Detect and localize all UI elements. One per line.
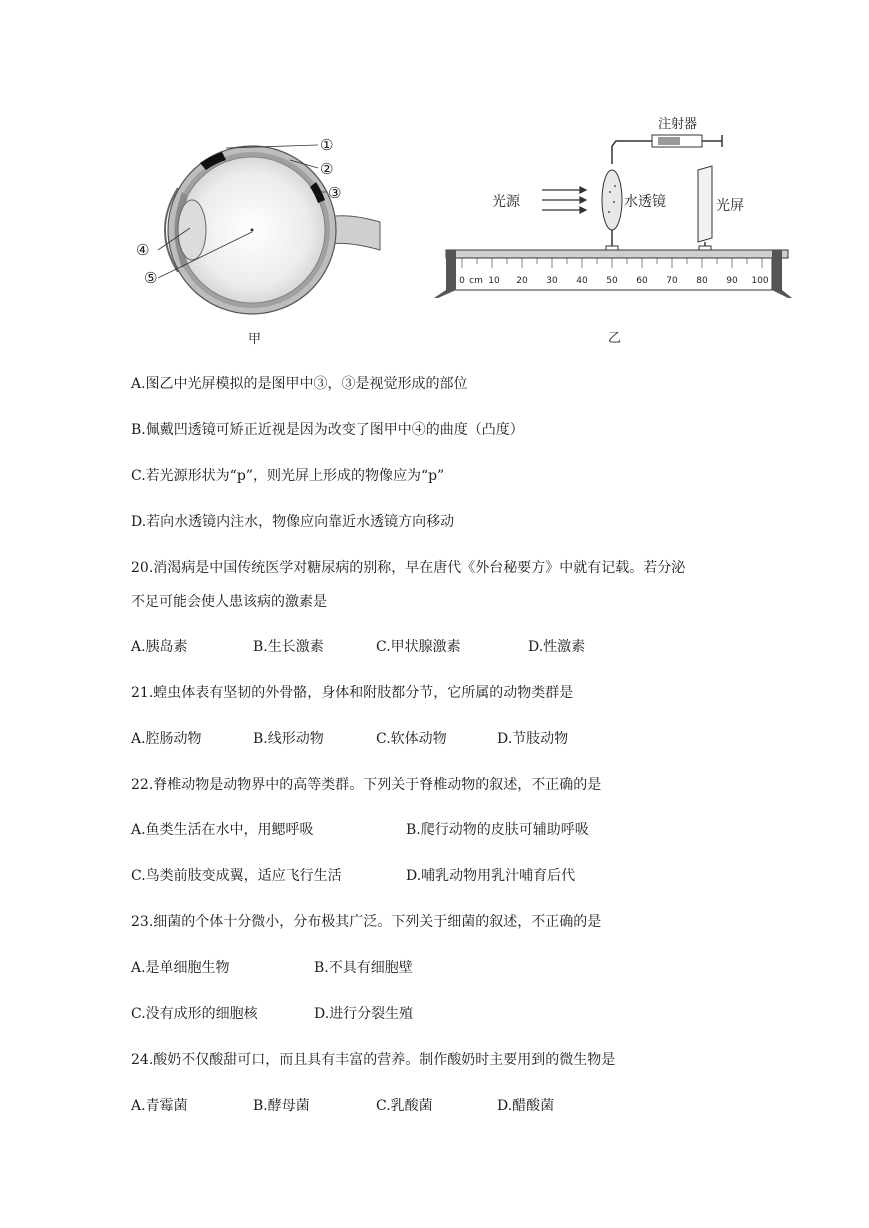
- ruler-tick-0: 0: [459, 276, 465, 286]
- bench-leg-right: [772, 250, 792, 298]
- ruler-tick-40: 40: [576, 276, 588, 286]
- ruler-tick-60: 60: [636, 276, 648, 286]
- q23-option-d: D.进行分裂生殖: [314, 1006, 414, 1022]
- q20-option-a: A.胰岛素: [131, 639, 188, 655]
- q24-option-c: C.乳酸菌: [376, 1098, 433, 1114]
- q22-option-c: C.鸟类前肢变成翼，适应飞行生活: [131, 868, 342, 884]
- lens: [178, 200, 206, 260]
- q19-option-d: D.若向水透镜内注水，物像应向靠近水透镜方向移动: [131, 514, 455, 530]
- eye-label-3: ③: [328, 184, 342, 202]
- q23-option-b: B.不具有细胞壁: [314, 960, 413, 976]
- q19-option-a: A.图乙中光屏模拟的是图甲中③，③是视觉形成的部位: [131, 376, 468, 392]
- q20-stem-line2: 不足可能会使人患该病的激素是: [131, 594, 327, 610]
- q20-option-d: D.性激素: [528, 639, 586, 655]
- eye-label-5: ⑤: [144, 269, 158, 287]
- optical-bench-diagram: [430, 108, 800, 348]
- q24-stem: 24.酸奶不仅酸甜可口，而且具有丰富的营养。制作酸奶时主要用到的微生物是: [131, 1052, 616, 1068]
- ruler-tick-50: 50: [606, 276, 618, 286]
- q24-option-a: A.青霉菌: [131, 1098, 188, 1114]
- ruler-tick-100: 100: [751, 276, 769, 286]
- ruler-tick-10: 10: [488, 276, 500, 286]
- q24-option-b: B.酵母菌: [253, 1098, 310, 1114]
- ruler-unit: cm: [469, 276, 483, 286]
- light-screen: [698, 166, 712, 242]
- q19-option-b: B.佩戴凹透镜可矫正近视是因为改变了图甲中④的曲度（凸度）: [131, 422, 524, 438]
- eye-diagram: [130, 100, 390, 350]
- eye-label-1: ①: [320, 136, 334, 154]
- screen-label: 光屏: [716, 198, 744, 214]
- q23-option-a: A.是单细胞生物: [131, 960, 230, 976]
- ruler-tick-20: 20: [516, 276, 528, 286]
- eye-caption: 甲: [248, 332, 262, 347]
- q20-option-b: B.生长激素: [253, 639, 324, 655]
- eye-label-4: ④: [136, 241, 150, 259]
- apparatus-caption: 乙: [608, 331, 622, 346]
- bench-leg-left: [434, 250, 456, 298]
- q19-option-c: C.若光源形状为“p”，则光屏上形成的物像应为“p”: [131, 468, 445, 484]
- q20-stem-line1: 20.消渴病是中国传统医学对糖尿病的别称，早在唐代《外台秘要方》中就有记载。若分泌: [131, 560, 686, 576]
- q22-stem: 22.脊椎动物是动物界中的高等类群。下列关于脊椎动物的叙述，不正确的是: [131, 777, 602, 793]
- q21-option-b: B.线形动物: [253, 731, 324, 747]
- q23-stem: 23.细菌的个体十分微小，分布极其广泛。下列关于细菌的叙述，不正确的是: [131, 914, 602, 930]
- light-source-label: 光源: [492, 194, 520, 210]
- q22-option-b: B.爬行动物的皮肤可辅助呼吸: [406, 822, 589, 838]
- eye-label-2: ②: [320, 160, 334, 178]
- q20-option-c: C.甲状腺激素: [376, 639, 461, 655]
- ruler-tick-70: 70: [666, 276, 678, 286]
- syringe-label: 注射器: [658, 117, 698, 132]
- water-lens: [602, 170, 622, 230]
- q24-option-d: D.醋酸菌: [497, 1098, 555, 1114]
- q21-stem: 21.蝗虫体表有坚韧的外骨骼，身体和附肢都分节，它所属的动物类群是: [131, 685, 574, 701]
- ruler-tick-80: 80: [696, 276, 708, 286]
- q22-option-d: D.哺乳动物用乳汁哺育后代: [406, 868, 576, 884]
- q21-option-a: A.腔肠动物: [131, 731, 202, 747]
- light-arrows: [542, 187, 586, 213]
- ruler-tick-30: 30: [546, 276, 558, 286]
- q21-option-c: C.软体动物: [376, 731, 447, 747]
- ruler-tick-90: 90: [726, 276, 738, 286]
- q22-option-a: A.鱼类生活在水中，用鳃呼吸: [131, 822, 314, 838]
- q23-option-c: C.没有成形的细胞核: [131, 1006, 258, 1022]
- q21-option-d: D.节肢动物: [497, 731, 569, 747]
- water-lens-label: 水透镜: [624, 194, 666, 210]
